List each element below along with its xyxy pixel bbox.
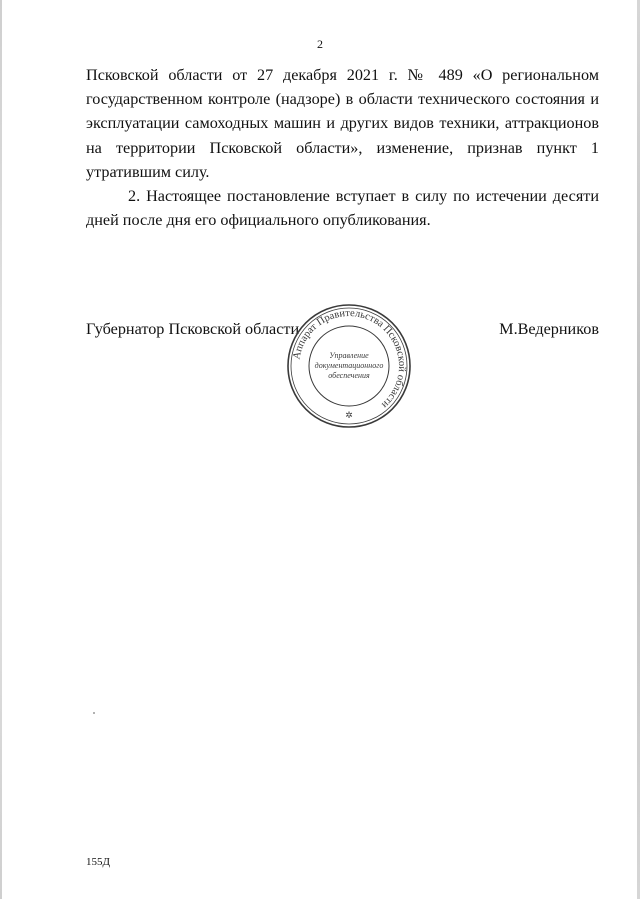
scan-speck [93,712,95,714]
page-number: 2 [317,37,323,51]
paragraph-2: 2. Настоящее постановление вступает в силу по истечении десяти дней после дня его официального опубликования. [86,187,599,230]
official-stamp [285,302,413,430]
signatory-title: Губернатор Псковской области [86,320,300,338]
scan-edge-left [0,0,2,899]
document-body [86,63,599,232]
stamp-star-icon: ✲ [345,410,353,420]
stamp-center-line-2: документационного [314,361,384,370]
stamp-seal-icon [285,302,413,430]
stamp-center-line-3: обеспечения [328,371,370,380]
paragraph-continuation: Псковской области от 27 декабря 2021 г. № 489 «О региональном государственном контроле (надзоре) в области технического состояния и эксплуатации самоходных машин и других видов техники, аттракционов на территории Псковской области», изменение, признав пункт 1 утратившим силу. [86,66,599,181]
signatory-name: М.Ведерников [499,320,599,338]
stamp-ring-text: Аппарат Правительства Псковской области [291,307,408,411]
stamp-center-line-1: Управление [329,351,369,360]
document-code: 155Д [86,856,111,868]
